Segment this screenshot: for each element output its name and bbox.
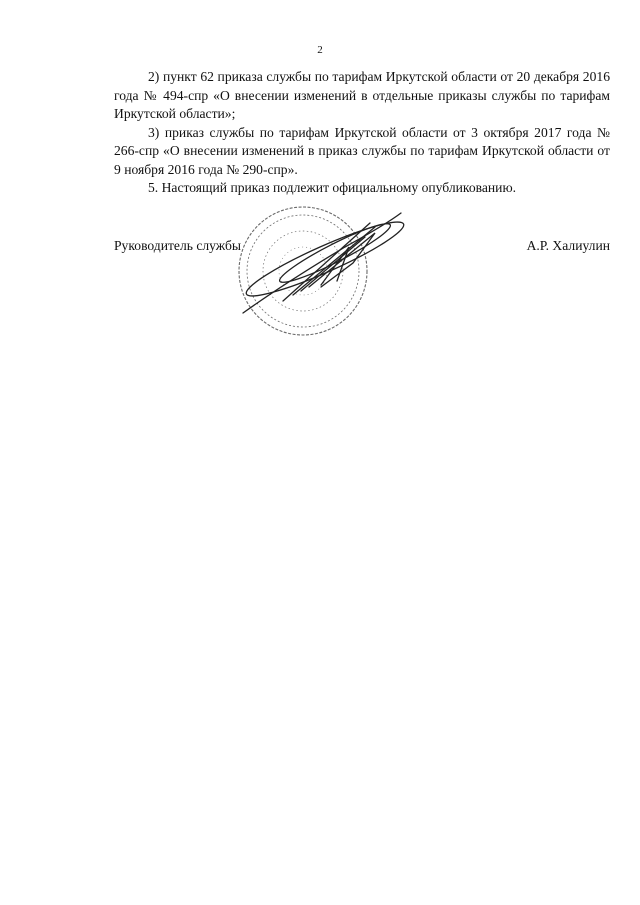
paragraph-publication: 5. Настоящий приказ подлежит официальному опубликованию. [148, 180, 516, 195]
official-seal-with-signature [225, 203, 415, 343]
paragraph-item-3: 3) приказ службы по тарифам Иркутской области от 3 октября 2017 года № 266-спр «О внесении изменений в приказ службы по тарифам Иркутской области от 9 ноября 2016 года № 290-спр». [114, 124, 610, 177]
document-body [114, 68, 610, 198]
paragraph-item-2: 2) пункт 62 приказа службы по тарифам Иркутской области от 20 декабря 2016 года № 494-спр «О внесении изменений в отдельные приказы службы по тарифам Иркутской области»; [114, 69, 610, 121]
page-number: 2 [317, 44, 323, 56]
signatory-role: Руководитель службы [114, 238, 242, 253]
signatory-name: А.Р. Халиулин [526, 238, 610, 253]
seal-signature-icon [225, 203, 415, 343]
